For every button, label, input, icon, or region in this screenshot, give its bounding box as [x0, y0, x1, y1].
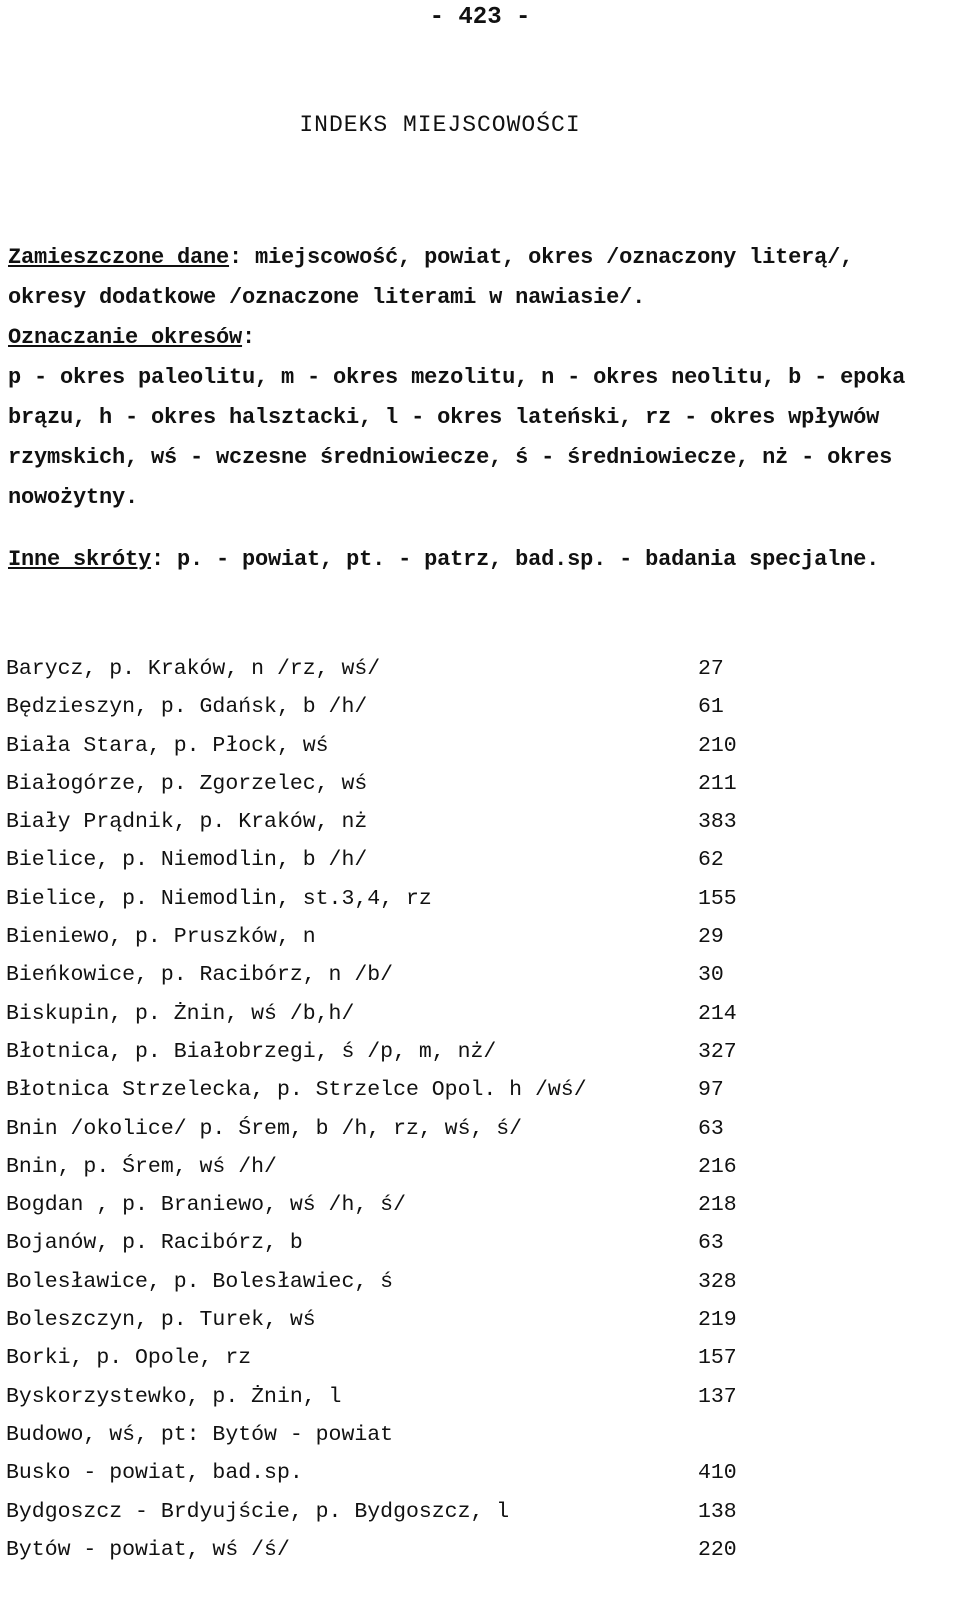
index-entries: [6, 650, 766, 1569]
entry-place: Białogórze, p. Zgorzelec, wś: [6, 771, 368, 796]
legend-abbr-paragraph: [8, 540, 938, 580]
entry-page: 137: [698, 1384, 737, 1409]
entry-place: Bytów - powiat, wś /ś/: [6, 1537, 290, 1562]
legend-periods-text: p - okres paleolitu, m - okres mezolitu, n - okres neolitu, b - epoka brązu, h - okres halsztacki, l - okres lateński, rz - okres wpływów rzymskich, wś - wczesne średniowiecze, ś - średniowiecze, nż - okres nowożytny.: [8, 365, 906, 510]
entry-page: 214: [698, 1001, 737, 1026]
entry-place: Bielice, p. Niemodlin, st.3,4, rz: [6, 886, 432, 911]
index-entry: [6, 803, 766, 841]
entry-place: Biskupin, p. Żnin, wś /b,h/: [6, 1001, 355, 1026]
entry-place: Bnin /okolice/ p. Śrem, b /h, rz, wś, ś/: [6, 1116, 523, 1141]
index-entry: [6, 995, 766, 1033]
page-number: - 423 -: [429, 4, 531, 31]
entry-place: Byskorzystewko, p. Żnin, l: [6, 1384, 342, 1409]
entry-page: 216: [698, 1154, 737, 1179]
index-entry: [6, 650, 766, 688]
index-entry: [6, 1263, 766, 1301]
index-entry: [6, 841, 766, 879]
index-entry: [6, 1186, 766, 1224]
entry-place: Bolesławice, p. Bolesławiec, ś: [6, 1269, 394, 1294]
legend: [8, 238, 938, 580]
index-entry: [6, 688, 766, 726]
entry-place: Borki, p. Opole, rz: [6, 1346, 252, 1371]
index-entry: [6, 918, 766, 956]
index-entry: [6, 1224, 766, 1262]
entry-place: Biały Prądnik, p. Kraków, nż: [6, 810, 368, 835]
entry-page: 219: [698, 1308, 737, 1333]
legend-abbr-label: Inne skróty: [8, 547, 152, 572]
legend-periods-paragraph: [8, 318, 938, 518]
legend-periods-colon: :: [242, 325, 256, 350]
index-entry: [6, 1493, 766, 1531]
entry-page: 30: [698, 963, 724, 988]
entry-page: 155: [698, 886, 737, 911]
index-entry: [6, 1378, 766, 1416]
entry-place: Bielice, p. Niemodlin, b /h/: [6, 848, 368, 873]
entry-page: 63: [698, 1116, 724, 1141]
entry-place: Budowo, wś, pt: Bytów - powiat: [6, 1422, 394, 1447]
entry-page: 328: [698, 1269, 737, 1294]
entry-place: Busko - powiat, bad.sp.: [6, 1461, 303, 1486]
entry-page: 410: [698, 1461, 737, 1486]
entry-page: 327: [698, 1039, 737, 1064]
entry-place: Bnin, p. Śrem, wś /h/: [6, 1154, 277, 1179]
entry-page: 383: [698, 810, 737, 835]
legend-data-label: Zamieszczone dane: [8, 245, 230, 270]
index-entry: [6, 1033, 766, 1071]
entry-place: Bojanów, p. Racibórz, b: [6, 1231, 303, 1256]
entry-page: 29: [698, 925, 724, 950]
entry-place: Boleszczyn, p. Turek, wś: [6, 1308, 316, 1333]
entry-page: 210: [698, 733, 737, 758]
entry-place: Bieniewo, p. Pruszków, n: [6, 925, 316, 950]
entry-place: Bieńkowice, p. Racibórz, n /b/: [6, 963, 394, 988]
index-entry: [6, 956, 766, 994]
legend-data-paragraph: [8, 238, 938, 318]
entry-page: 138: [698, 1499, 737, 1524]
entry-place: Błotnica, p. Białobrzegi, ś /p, m, nż/: [6, 1039, 497, 1064]
index-entry: [6, 1110, 766, 1148]
index-entry: [6, 765, 766, 803]
index-entry: [6, 880, 766, 918]
index-entry: [6, 1339, 766, 1377]
entry-place: Błotnica Strzelecka, p. Strzelce Opol. h /wś/: [6, 1078, 587, 1103]
entry-page: 62: [698, 848, 724, 873]
index-entry: [6, 1148, 766, 1186]
entry-place: Bydgoszcz - Brdyujście, p. Bydgoszcz, l: [6, 1499, 510, 1524]
entry-page: 211: [698, 771, 737, 796]
entry-place: Barycz, p. Kraków, n /rz, wś/: [6, 657, 381, 681]
entry-place: Biała Stara, p. Płock, wś: [6, 733, 329, 758]
page-title: INDEKS MIEJSCOWOŚCI: [299, 112, 581, 138]
index-entry: [6, 1531, 766, 1569]
legend-periods-label: Oznaczanie okresów: [8, 325, 243, 350]
index-entry: [6, 727, 766, 765]
entry-page: 63: [698, 1231, 724, 1256]
legend-data-text: : miejscowość, powiat, okres /oznaczony literą/, okresy dodatkowe /oznaczone literami w nawiasie/.: [8, 245, 854, 310]
index-entry: [6, 1416, 766, 1454]
index-entry: [6, 1301, 766, 1339]
entry-page: 220: [698, 1537, 737, 1562]
entry-place: Będzieszyn, p. Gdańsk, b /h/: [6, 695, 368, 720]
entry-page: 61: [698, 695, 724, 720]
index-entry: [6, 1071, 766, 1109]
entry-page: 27: [698, 657, 724, 681]
index-entry: [6, 1454, 766, 1492]
entry-page: 157: [698, 1346, 737, 1371]
entry-page: 218: [698, 1193, 737, 1218]
entry-place: Bogdan , p. Braniewo, wś /h, ś/: [6, 1193, 406, 1218]
legend-abbr-text: : p. - powiat, pt. - patrz, bad.sp. - badania specjalne.: [151, 547, 880, 572]
entry-page: 97: [698, 1078, 724, 1103]
